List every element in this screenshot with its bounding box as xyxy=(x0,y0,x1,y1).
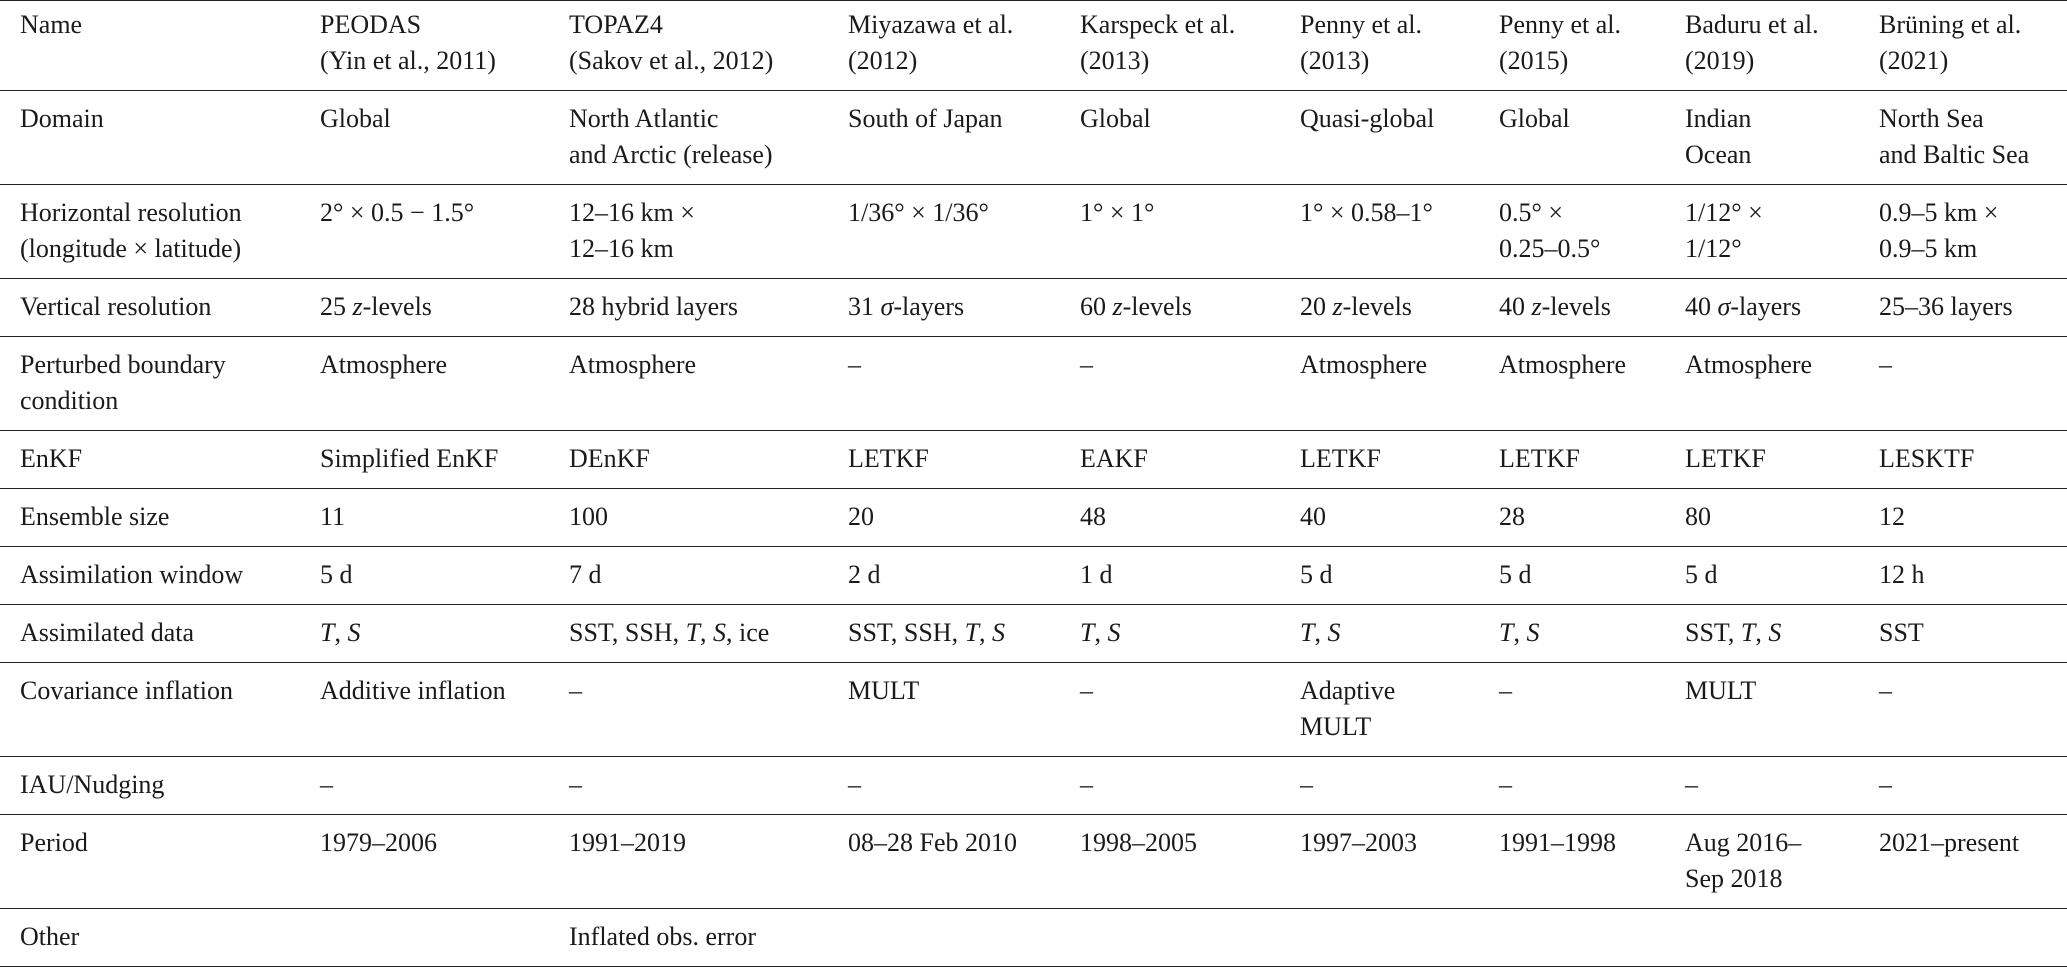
cell-line: Adaptive xyxy=(1300,676,1396,705)
cell-line: Ocean xyxy=(1685,140,1752,169)
column-header xyxy=(1685,1,1879,91)
table-cell xyxy=(848,431,1080,489)
cell-line: T, S xyxy=(1499,618,1540,647)
cell-line: LETKF xyxy=(1499,444,1580,473)
cell-line: and Arctic (release) xyxy=(569,140,773,169)
cell-line: 28 hybrid layers xyxy=(569,292,738,321)
cell-line: EAKF xyxy=(1080,444,1148,473)
table-row xyxy=(0,547,2067,605)
table-cell xyxy=(569,605,848,663)
table-cell xyxy=(1300,337,1499,431)
table-cell xyxy=(1879,909,2067,967)
table-cell xyxy=(1300,815,1499,909)
cell-line: – xyxy=(1499,676,1512,705)
table-cell xyxy=(848,815,1080,909)
table-cell xyxy=(569,547,848,605)
cell-line: MULT xyxy=(1300,712,1372,741)
cell-line: 1991–1998 xyxy=(1499,828,1616,857)
table-cell xyxy=(1499,547,1685,605)
cell-line: – xyxy=(1499,770,1512,799)
table-cell xyxy=(1080,663,1300,757)
table-cell xyxy=(848,909,1080,967)
cell-line: 0.9–5 km × xyxy=(1879,198,1999,227)
cell-line: 2° × 0.5 − 1.5° xyxy=(320,198,475,227)
table-cell xyxy=(1879,431,2067,489)
cell-line: 08–28 Feb 2010 xyxy=(848,828,1017,857)
table-row xyxy=(0,757,2067,815)
cell-line: Additive inflation xyxy=(320,676,506,705)
table-cell xyxy=(1879,757,2067,815)
cell-line: South of Japan xyxy=(848,104,1003,133)
cell-line: Penny et al. xyxy=(1499,10,1622,39)
table-cell xyxy=(569,757,848,815)
cell-line: Penny et al. xyxy=(1300,10,1423,39)
table-cell xyxy=(320,185,569,279)
table-cell xyxy=(1879,547,2067,605)
table-cell xyxy=(320,547,569,605)
cell-line: – xyxy=(848,770,861,799)
table-cell xyxy=(1879,489,2067,547)
cell-line: Sep 2018 xyxy=(1685,864,1783,893)
cell-line: 1 d xyxy=(1080,560,1113,589)
table-cell xyxy=(1300,91,1499,185)
table-cell xyxy=(320,91,569,185)
table-cell xyxy=(1685,431,1879,489)
table-cell xyxy=(320,815,569,909)
cell-line: Assimilated data xyxy=(20,618,195,647)
cell-line: – xyxy=(1685,770,1698,799)
table-cell xyxy=(848,663,1080,757)
table-cell xyxy=(320,337,569,431)
table-cell xyxy=(1499,91,1685,185)
table-cell xyxy=(569,279,848,337)
cell-line: 12–16 km × xyxy=(569,198,695,227)
cell-line: 60 z-levels xyxy=(1080,292,1192,321)
table-row xyxy=(0,489,2067,547)
cell-line: (longitude × latitude) xyxy=(20,234,242,263)
table-cell xyxy=(848,757,1080,815)
cell-line: 2021–present xyxy=(1879,828,2020,857)
cell-line: Global xyxy=(1080,104,1151,133)
cell-line: Atmosphere xyxy=(320,350,448,379)
row-label xyxy=(0,663,320,757)
table-cell xyxy=(1300,605,1499,663)
column-header xyxy=(848,1,1080,91)
cell-line: Atmosphere xyxy=(1685,350,1813,379)
table-cell xyxy=(1685,547,1879,605)
cell-line: Horizontal resolution xyxy=(20,198,242,227)
table-body xyxy=(0,1,2067,967)
cell-line: Vertical resolution xyxy=(20,292,212,321)
table-cell xyxy=(1685,815,1879,909)
table-cell xyxy=(1080,909,1300,967)
table-row xyxy=(0,185,2067,279)
cell-line: 28 xyxy=(1499,502,1525,531)
cell-line: – xyxy=(1879,770,1892,799)
table-cell xyxy=(320,757,569,815)
cell-line: 100 xyxy=(569,502,608,531)
column-header xyxy=(1300,1,1499,91)
table-cell xyxy=(1685,663,1879,757)
cell-line: 25 z-levels xyxy=(320,292,432,321)
cell-line: 2 d xyxy=(848,560,881,589)
table-cell xyxy=(569,909,848,967)
table-cell xyxy=(1685,185,1879,279)
row-label xyxy=(0,91,320,185)
cell-line: – xyxy=(848,350,861,379)
table-cell xyxy=(569,431,848,489)
table-cell xyxy=(848,185,1080,279)
cell-line: IAU/Nudging xyxy=(20,770,165,799)
cell-line: T, S xyxy=(320,618,361,647)
cell-line: Indian xyxy=(1685,104,1752,133)
cell-line: – xyxy=(1879,676,1892,705)
table-cell xyxy=(320,279,569,337)
header-row xyxy=(0,1,2067,91)
cell-line: SST, SSH, T, S, ice xyxy=(569,618,770,647)
table-cell xyxy=(1300,489,1499,547)
cell-line: Assimilation window xyxy=(20,560,244,589)
table-cell xyxy=(320,909,569,967)
cell-line: North Atlantic xyxy=(569,104,719,133)
cell-line: 20 xyxy=(848,502,874,531)
cell-line: MULT xyxy=(1685,676,1757,705)
cell-line: 1/12° × xyxy=(1685,198,1763,227)
table-cell xyxy=(1080,91,1300,185)
table-cell xyxy=(1080,489,1300,547)
cell-line: 5 d xyxy=(320,560,353,589)
cell-line: Name xyxy=(20,10,83,39)
cell-line: – xyxy=(320,770,333,799)
table-cell xyxy=(1300,547,1499,605)
row-label xyxy=(0,185,320,279)
column-header xyxy=(1879,1,2067,91)
table-cell xyxy=(1685,909,1879,967)
table-cell xyxy=(848,337,1080,431)
row-label xyxy=(0,431,320,489)
cell-line: T, S xyxy=(1080,618,1121,647)
table-cell xyxy=(1879,337,2067,431)
cell-line: 5 d xyxy=(1685,560,1718,589)
cell-line: Period xyxy=(20,828,88,857)
table-cell xyxy=(569,337,848,431)
cell-line: 40 σ-layers xyxy=(1685,292,1802,321)
cell-line: EnKF xyxy=(20,444,83,473)
cell-line: North Sea xyxy=(1879,104,1984,133)
table-row xyxy=(0,815,2067,909)
table-cell xyxy=(1879,185,2067,279)
table-cell xyxy=(1499,909,1685,967)
table-cell xyxy=(1080,279,1300,337)
cell-line: Atmosphere xyxy=(569,350,697,379)
cell-line: T, S xyxy=(1300,618,1341,647)
cell-line: Other xyxy=(20,922,80,951)
table-cell xyxy=(1499,279,1685,337)
header-label xyxy=(0,1,320,91)
cell-line: SST, T, S xyxy=(1685,618,1782,647)
table-cell xyxy=(1685,91,1879,185)
cell-line: (Yin et al., 2011) xyxy=(320,46,496,75)
table-cell xyxy=(1685,489,1879,547)
cell-line: – xyxy=(1080,676,1093,705)
cell-line: 1998–2005 xyxy=(1080,828,1197,857)
table-cell xyxy=(1685,757,1879,815)
cell-line: (2013) xyxy=(1080,46,1150,75)
cell-line: Simplified EnKF xyxy=(320,444,499,473)
table-row xyxy=(0,91,2067,185)
table-cell xyxy=(320,663,569,757)
table-cell xyxy=(848,547,1080,605)
table-cell xyxy=(1499,663,1685,757)
cell-line: 48 xyxy=(1080,502,1106,531)
cell-line: 40 z-levels xyxy=(1499,292,1611,321)
table-row xyxy=(0,279,2067,337)
table-cell xyxy=(848,91,1080,185)
row-label xyxy=(0,489,320,547)
cell-line: Aug 2016– xyxy=(1685,828,1802,857)
cell-line: 5 d xyxy=(1499,560,1532,589)
cell-line: SST, SSH, T, S xyxy=(848,618,1006,647)
cell-line: Inflated obs. error xyxy=(569,922,756,951)
table-cell xyxy=(569,489,848,547)
row-label xyxy=(0,337,320,431)
cell-line: 20 z-levels xyxy=(1300,292,1412,321)
table-cell xyxy=(1080,757,1300,815)
cell-line: 1° × 1° xyxy=(1080,198,1155,227)
table-cell xyxy=(1685,605,1879,663)
cell-line: SST xyxy=(1879,618,1924,647)
table-cell xyxy=(1300,909,1499,967)
table-cell xyxy=(569,815,848,909)
table-cell xyxy=(848,605,1080,663)
cell-line: TOPAZ4 xyxy=(569,10,663,39)
table-cell xyxy=(1879,815,2067,909)
table-cell xyxy=(1879,279,2067,337)
cell-line: – xyxy=(1300,770,1313,799)
cell-line: 5 d xyxy=(1300,560,1333,589)
table-cell xyxy=(1300,431,1499,489)
cell-line: 1/36° × 1/36° xyxy=(848,198,989,227)
table-cell xyxy=(1685,337,1879,431)
cell-line: 1979–2006 xyxy=(320,828,437,857)
cell-line: – xyxy=(569,676,582,705)
table-cell xyxy=(569,91,848,185)
table-cell xyxy=(569,185,848,279)
cell-line: 0.5° × xyxy=(1499,198,1564,227)
table-cell xyxy=(569,663,848,757)
column-header xyxy=(1499,1,1685,91)
table-cell xyxy=(1499,815,1685,909)
table-cell xyxy=(1879,663,2067,757)
table-cell xyxy=(320,431,569,489)
cell-line: Brüning et al. xyxy=(1879,10,2022,39)
table-cell xyxy=(1300,757,1499,815)
table-row xyxy=(0,663,2067,757)
table-cell xyxy=(1879,91,2067,185)
cell-line: 80 xyxy=(1685,502,1711,531)
table-cell xyxy=(1080,815,1300,909)
cell-line: and Baltic Sea xyxy=(1879,140,2030,169)
table-cell xyxy=(1080,185,1300,279)
cell-line: (2013) xyxy=(1300,46,1370,75)
table-cell xyxy=(1499,431,1685,489)
cell-line: 1/12° xyxy=(1685,234,1742,263)
row-label xyxy=(0,605,320,663)
cell-line: Global xyxy=(320,104,391,133)
cell-line: (Sakov et al., 2012) xyxy=(569,46,774,75)
cell-line: Atmosphere xyxy=(1300,350,1428,379)
cell-line: (2015) xyxy=(1499,46,1569,75)
cell-line: Covariance inflation xyxy=(20,676,233,705)
cell-line: MULT xyxy=(848,676,920,705)
cell-line: 0.25–0.5° xyxy=(1499,234,1601,263)
cell-line: Ensemble size xyxy=(20,502,170,531)
table-row xyxy=(0,337,2067,431)
table-cell xyxy=(1499,757,1685,815)
cell-line: (2021) xyxy=(1879,46,1949,75)
table-row xyxy=(0,431,2067,489)
cell-line: condition xyxy=(20,386,119,415)
cell-line: 40 xyxy=(1300,502,1326,531)
table-cell xyxy=(1080,547,1300,605)
cell-line: Global xyxy=(1499,104,1570,133)
table-cell xyxy=(1080,605,1300,663)
cell-line: – xyxy=(1080,770,1093,799)
table-cell xyxy=(1879,605,2067,663)
table-cell xyxy=(1499,605,1685,663)
cell-line: LETKF xyxy=(1685,444,1766,473)
cell-line: Atmosphere xyxy=(1499,350,1627,379)
cell-line: 1991–2019 xyxy=(569,828,686,857)
table-cell xyxy=(1080,431,1300,489)
cell-line: – xyxy=(569,770,582,799)
cell-line: Perturbed boundary xyxy=(20,350,226,379)
cell-line: 1997–2003 xyxy=(1300,828,1417,857)
table-cell xyxy=(1685,279,1879,337)
cell-line: (2019) xyxy=(1685,46,1755,75)
table-row xyxy=(0,909,2067,967)
row-label xyxy=(0,279,320,337)
cell-line: Karspeck et al. xyxy=(1080,10,1236,39)
cell-line: 0.9–5 km xyxy=(1879,234,1978,263)
cell-line: Quasi-global xyxy=(1300,104,1435,133)
table-cell xyxy=(1499,185,1685,279)
table-cell xyxy=(1300,279,1499,337)
cell-line: 12 h xyxy=(1879,560,1925,589)
table-cell xyxy=(848,489,1080,547)
cell-line: PEODAS xyxy=(320,10,422,39)
row-label xyxy=(0,909,320,967)
cell-line: 11 xyxy=(320,502,346,531)
table-cell xyxy=(1300,663,1499,757)
cell-line: 7 d xyxy=(569,560,602,589)
cell-line: 12 xyxy=(1879,502,1905,531)
row-label xyxy=(0,815,320,909)
cell-line: 25–36 layers xyxy=(1879,292,2013,321)
cell-line: DEnKF xyxy=(569,444,650,473)
cell-line: LETKF xyxy=(1300,444,1381,473)
column-header xyxy=(569,1,848,91)
cell-line: Baduru et al. xyxy=(1685,10,1819,39)
table-cell xyxy=(1499,489,1685,547)
cell-line: Domain xyxy=(20,104,104,133)
cell-line: Miyazawa et al. xyxy=(848,10,1014,39)
table-cell xyxy=(320,605,569,663)
cell-line: – xyxy=(1080,350,1093,379)
cell-line: 1° × 0.58–1° xyxy=(1300,198,1433,227)
table-cell xyxy=(1499,337,1685,431)
table-cell xyxy=(320,489,569,547)
table-cell xyxy=(1300,185,1499,279)
cell-line: LESKTF xyxy=(1879,444,1975,473)
cell-line: (2012) xyxy=(848,46,918,75)
column-header xyxy=(1080,1,1300,91)
cell-line: 12–16 km xyxy=(569,234,674,263)
cell-line: LETKF xyxy=(848,444,929,473)
column-header xyxy=(320,1,569,91)
cell-line: 31 σ-layers xyxy=(848,292,965,321)
row-label xyxy=(0,757,320,815)
cell-line: – xyxy=(1879,350,1892,379)
table-cell xyxy=(848,279,1080,337)
table-cell xyxy=(1080,337,1300,431)
table-row xyxy=(0,605,2067,663)
row-label xyxy=(0,547,320,605)
